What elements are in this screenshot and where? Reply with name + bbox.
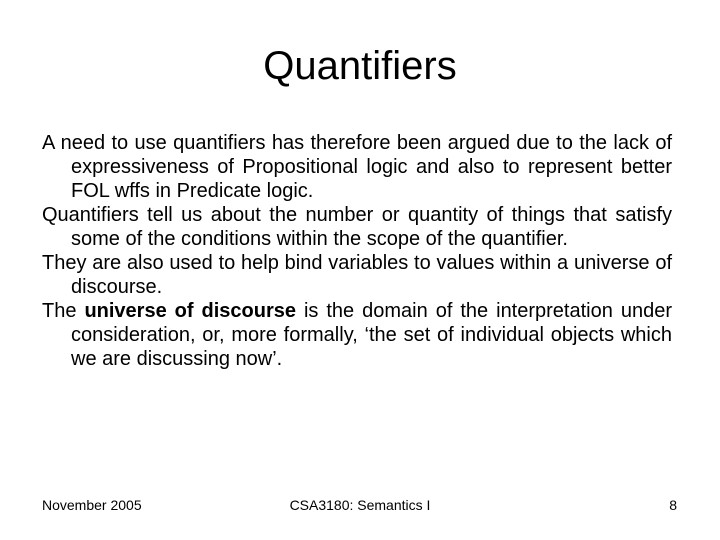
paragraph-text-before: The (42, 300, 85, 322)
footer-date: November 2005 (42, 497, 142, 513)
emphasis-universe-of-discourse: universe of discourse (84, 300, 296, 322)
footer-course: CSA3180: Semantics I (289, 497, 431, 513)
paragraph-universe-of-discourse (42, 299, 672, 371)
footer-page-number: 8 (669, 497, 677, 513)
slide-title: Quantifiers (263, 44, 457, 88)
slide-body (42, 131, 672, 371)
paragraph-text-after: is the domain of the interpretation under consideration, or, more formally, ‘the set of individual objects which we are discussing now’. (71, 300, 672, 370)
paragraph-quantifier-need: A need to use quantifiers has therefore been argued due to the lack of expressiveness of Propositional logic and also to represent better FOL wffs in Predicate logic. (42, 132, 672, 202)
paragraph-variable-binding: They are also used to help bind variables to values within a universe of discourse. (42, 252, 672, 298)
paragraph-quantifier-meaning: Quantifiers tell us about the number or quantity of things that satisfy some of the conditions within the scope of the quantifier. (42, 204, 672, 250)
